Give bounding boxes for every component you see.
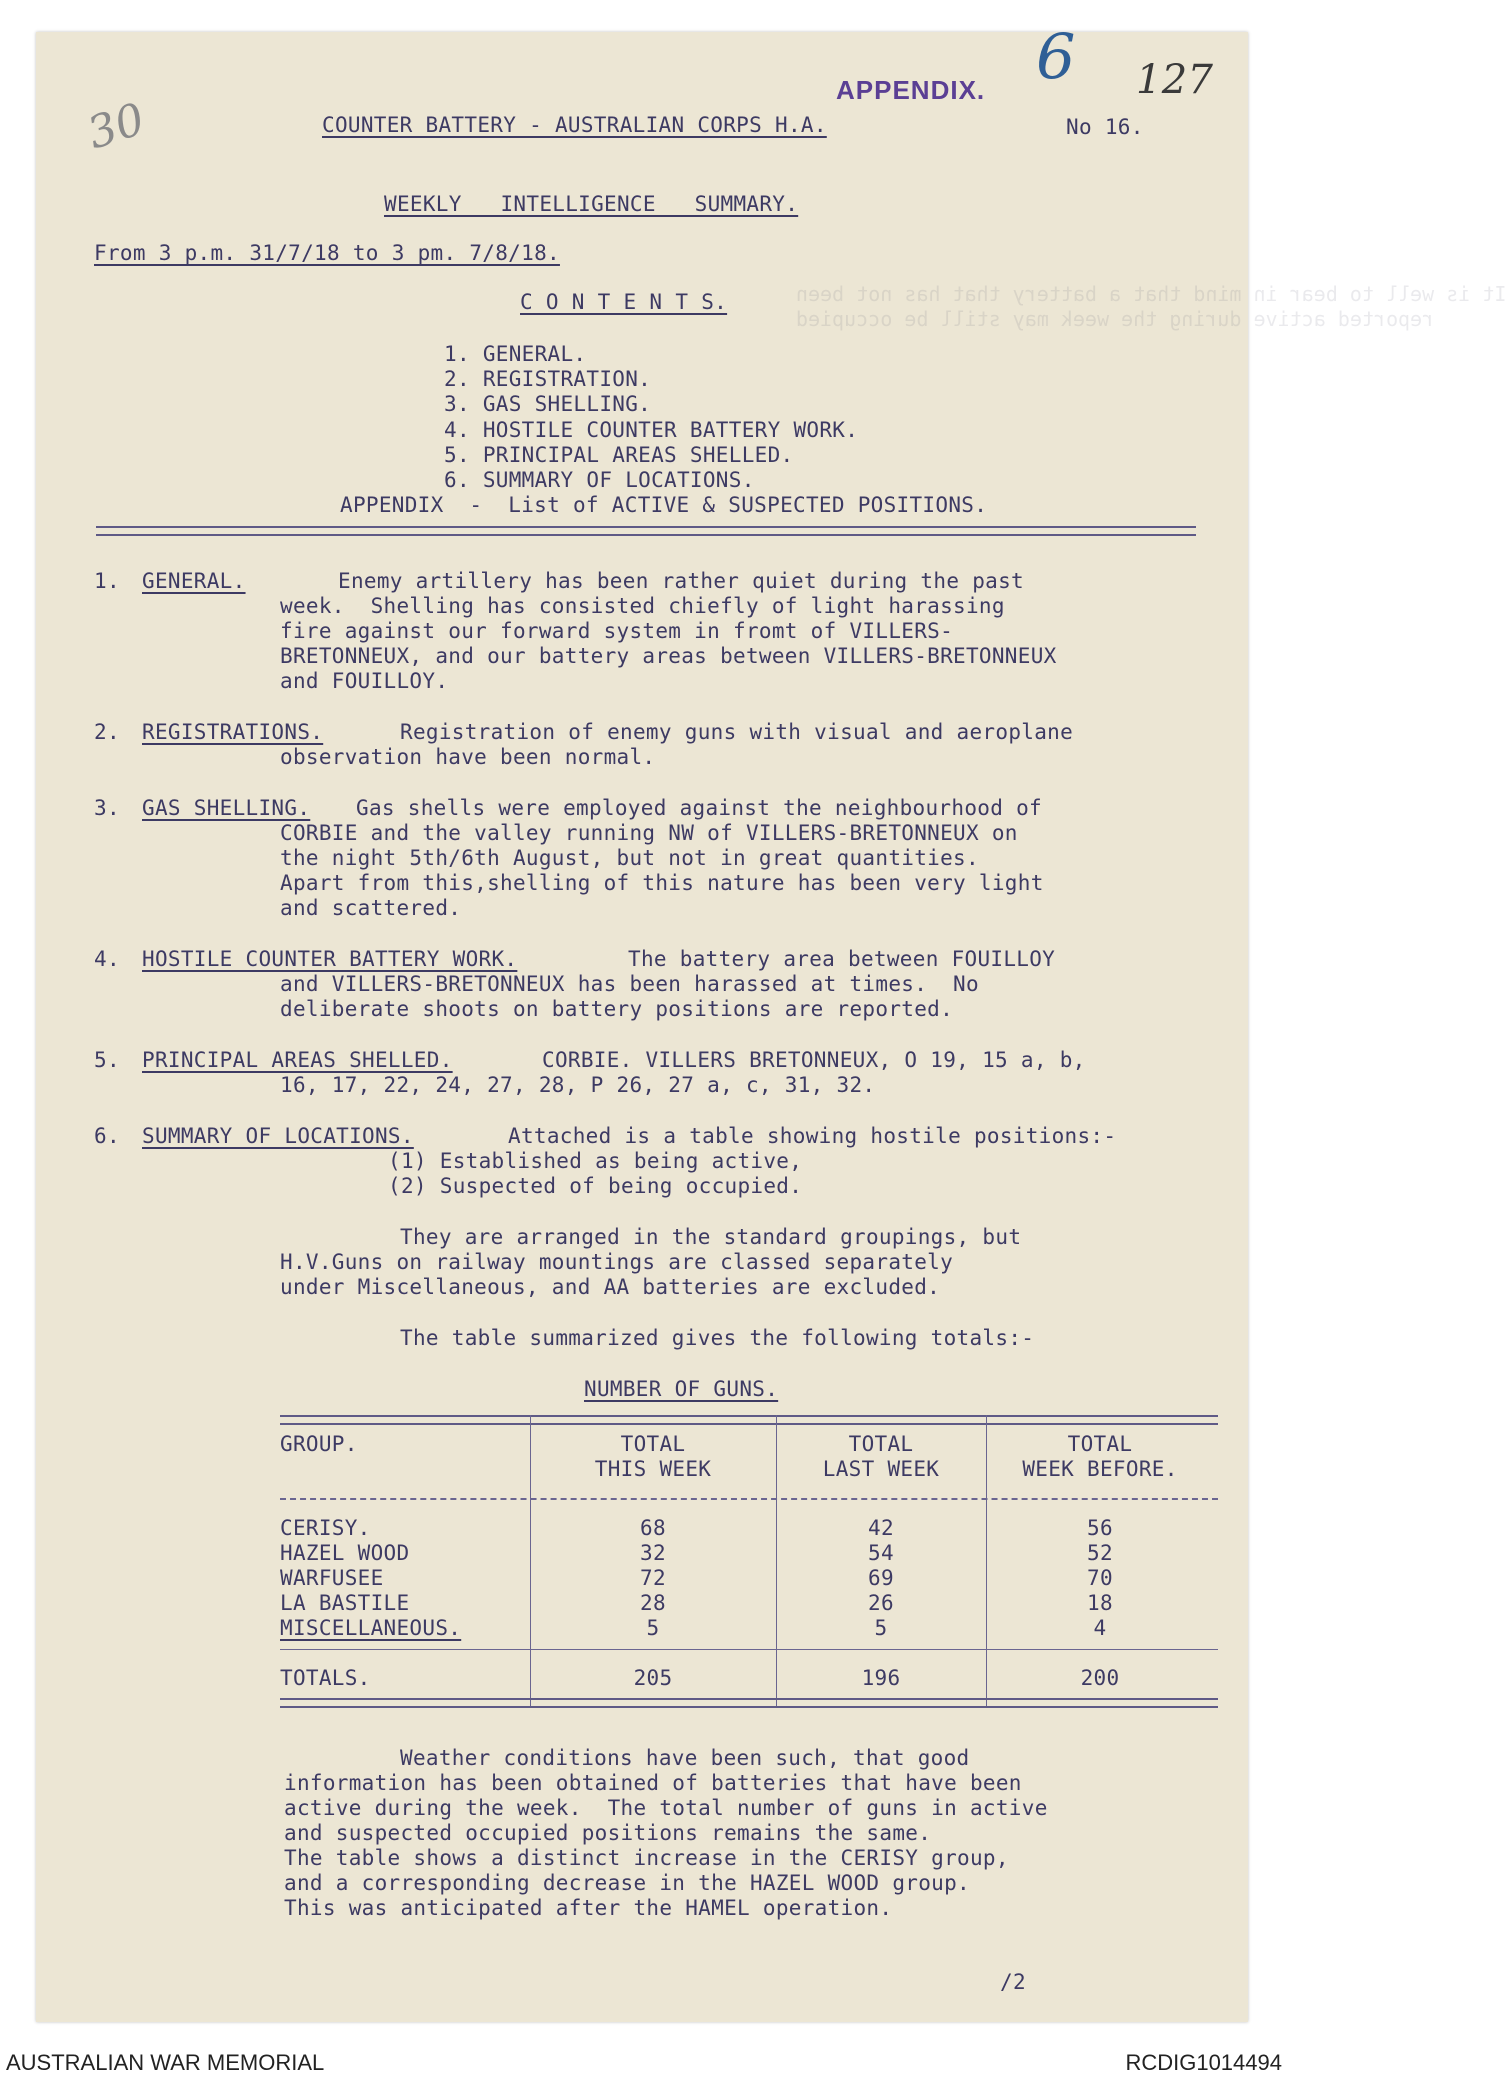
table-cell-group: LA BASTILE [280, 1591, 410, 1615]
table-header-this-week: THIS WEEK [594, 1457, 712, 1481]
closing-text-line: and a corresponding decrease in the HAZEL WOOD group. [284, 1871, 970, 1895]
table-cell-week-before: 200 [1080, 1666, 1120, 1690]
contents-item: 5. PRINCIPAL AREAS SHELLED. [444, 443, 794, 467]
table-cell-last-week: 54 [868, 1541, 894, 1565]
section-heading-summary: SUMMARY OF LOCATIONS. [142, 1124, 414, 1148]
page-continuation-marker: /2 [1000, 1970, 1026, 1994]
table-cell-group: CERISY. [280, 1516, 371, 1540]
table-bottom-rule [280, 1698, 1218, 1708]
table-cell-this-week: 68 [640, 1516, 666, 1540]
summary-list-item: (2) Suspected of being occupied. [388, 1174, 803, 1198]
contents-appendix: APPENDIX - List of ACTIVE & SUSPECTED POSITIONS. [340, 493, 988, 517]
section-text-line: CORBIE and the valley running NW of VILLERS-BRETONNEUX on [280, 821, 1018, 845]
section-number: 1. [94, 569, 120, 593]
table-cell-week-before: 4 [1093, 1616, 1107, 1640]
table-header-last-week: LAST WEEK [822, 1457, 940, 1481]
section-number: 6. [94, 1124, 120, 1148]
table-header-week-before: WEEK BEFORE. [1022, 1457, 1178, 1481]
section-text-line: 16, 17, 22, 24, 27, 28, P 26, 27 a, c, 31, 32. [280, 1073, 876, 1097]
pencil-annotation: 30 [81, 93, 152, 160]
footer-institution: AUSTRALIAN WAR MEMORIAL [6, 2050, 325, 2075]
section-heading-registration: REGISTRATIONS. [142, 720, 324, 744]
document-title: WEEKLY INTELLIGENCE SUMMARY. [384, 192, 799, 216]
section-text-line: CORBIE. VILLERS BRETONNEUX, O 19, 15 a, b, [542, 1048, 1086, 1072]
appendix-stamp: APPENDIX. [836, 75, 986, 105]
table-cell-last-week: 5 [874, 1616, 888, 1640]
bleed-through-text: reported active during the week may still be occupied [796, 307, 1435, 331]
document-sheet [36, 20, 1506, 2022]
section-number: 3. [94, 796, 120, 820]
section-text-line: Registration of enemy guns with visual and aeroplane [400, 720, 1074, 744]
contents-item: 2. REGISTRATION. [444, 367, 652, 391]
table-cell-last-week: 69 [868, 1566, 894, 1590]
table-cell-group: MISCELLANEOUS. [280, 1616, 462, 1640]
contents-item: 1. GENERAL. [444, 342, 587, 366]
table-header-week-before: TOTAL [1067, 1432, 1133, 1456]
section-number: 5. [94, 1048, 120, 1072]
table-cell-group: WARFUSEE [280, 1566, 384, 1590]
table-title: NUMBER OF GUNS. [584, 1377, 779, 1401]
closing-text-line: information has been obtained of batteries that have been [284, 1771, 1022, 1795]
table-cell-week-before: 52 [1087, 1541, 1113, 1565]
section-text-line: observation have been normal. [280, 745, 656, 769]
table-top-rule [280, 1415, 1218, 1425]
table-header-group: GROUP. [280, 1432, 358, 1456]
section-heading-counter-battery: HOSTILE COUNTER BATTERY WORK. [142, 947, 518, 971]
table-cell-this-week: 5 [646, 1616, 660, 1640]
table-cell-week-before: 56 [1087, 1516, 1113, 1540]
section-number: 2. [94, 720, 120, 744]
contents-item: 4. HOSTILE COUNTER BATTERY WORK. [444, 418, 859, 442]
section-text-line: under Miscellaneous, and AA batteries are excluded. [280, 1275, 941, 1299]
section-text-line: The table summarized gives the following totals:- [400, 1326, 1035, 1350]
table-cell-week-before: 70 [1087, 1566, 1113, 1590]
summary-list-item: (1) Established as being active, [388, 1149, 803, 1173]
bleed-through-text: It is well to bear in mind that a battery that has not been [796, 282, 1506, 306]
section-heading-gas: GAS SHELLING. [142, 796, 311, 820]
closing-text-line: This was anticipated after the HAMEL operation. [284, 1896, 893, 1920]
unit-heading: COUNTER BATTERY - AUSTRALIAN CORPS H.A. [322, 113, 827, 137]
section-heading-areas: PRINCIPAL AREAS SHELLED. [142, 1048, 453, 1072]
contents-item: 3. GAS SHELLING. [444, 392, 652, 416]
section-text-line: BRETONNEUX, and our battery areas between VILLERS-BRETONNEUX [280, 644, 1057, 668]
report-period: From 3 p.m. 31/7/18 to 3 pm. 7/8/18. [94, 241, 560, 265]
table-cell-this-week: 205 [633, 1666, 673, 1690]
table-totals-rule [280, 1649, 1218, 1650]
handwritten-appendix-number: 6 [1036, 20, 1076, 93]
table-cell-group: HAZEL WOOD [280, 1541, 410, 1565]
section-number: 4. [94, 947, 120, 971]
table-cell-group: TOTALS. [280, 1666, 371, 1690]
section-text-line: week. Shelling has consisted chiefly of light harassing [280, 594, 1005, 618]
table-header-rule [280, 1498, 1218, 1500]
table-cell-week-before: 18 [1087, 1591, 1113, 1615]
table-cell-last-week: 42 [868, 1516, 894, 1540]
section-text-line: Attached is a table showing hostile positions:- [508, 1124, 1117, 1148]
section-text-line: Enemy artillery has been rather quiet during the past [338, 569, 1024, 593]
handwritten-page-number: 127 [1136, 57, 1214, 103]
section-text-line: Gas shells were employed against the neighbourhood of [356, 796, 1042, 820]
summary-number: No 16. [1066, 115, 1144, 139]
table-header-last-week: TOTAL [848, 1432, 914, 1456]
section-text-line: H.V.Guns on railway mountings are classed separately [280, 1250, 954, 1274]
section-text-line: and FOUILLOY. [280, 669, 449, 693]
section-text-line: and VILLERS-BRETONNEUX has been harassed at times. No [280, 972, 979, 996]
table-header-this-week: TOTAL [620, 1432, 686, 1456]
section-text-line: fire against our forward system in fromt of VILLERS- [280, 619, 954, 643]
section-text-line: the night 5th/6th August, but not in great quantities. [280, 846, 979, 870]
section-text-line: They are arranged in the standard groupings, but [400, 1225, 1022, 1249]
closing-text-line: Weather conditions have been such, that good [400, 1746, 970, 1770]
table-cell-this-week: 72 [640, 1566, 666, 1590]
contents-item: 6. SUMMARY OF LOCATIONS. [444, 468, 755, 492]
closing-text-line: The table shows a distinct increase in the CERISY group, [284, 1846, 1009, 1870]
contents-heading: C O N T E N T S. [520, 290, 728, 314]
footer-record-id: RCDIG1014494 [1125, 2050, 1282, 2075]
double-rule-divider [96, 526, 1196, 536]
table-cell-last-week: 196 [861, 1666, 901, 1690]
closing-text-line: active during the week. The total number of guns in active [284, 1796, 1048, 1820]
closing-text-line: and suspected occupied positions remains the same. [284, 1821, 932, 1845]
section-text-line: Apart from this,shelling of this nature has been very light [280, 871, 1044, 895]
table-cell-this-week: 32 [640, 1541, 666, 1565]
table-cell-this-week: 28 [640, 1591, 666, 1615]
table-cell-last-week: 26 [868, 1591, 894, 1615]
section-text-line: The battery area between FOUILLOY [628, 947, 1056, 971]
section-heading-general: GENERAL. [142, 569, 246, 593]
section-text-line: and scattered. [280, 896, 462, 920]
section-text-line: deliberate shoots on battery positions are reported. [280, 997, 954, 1021]
